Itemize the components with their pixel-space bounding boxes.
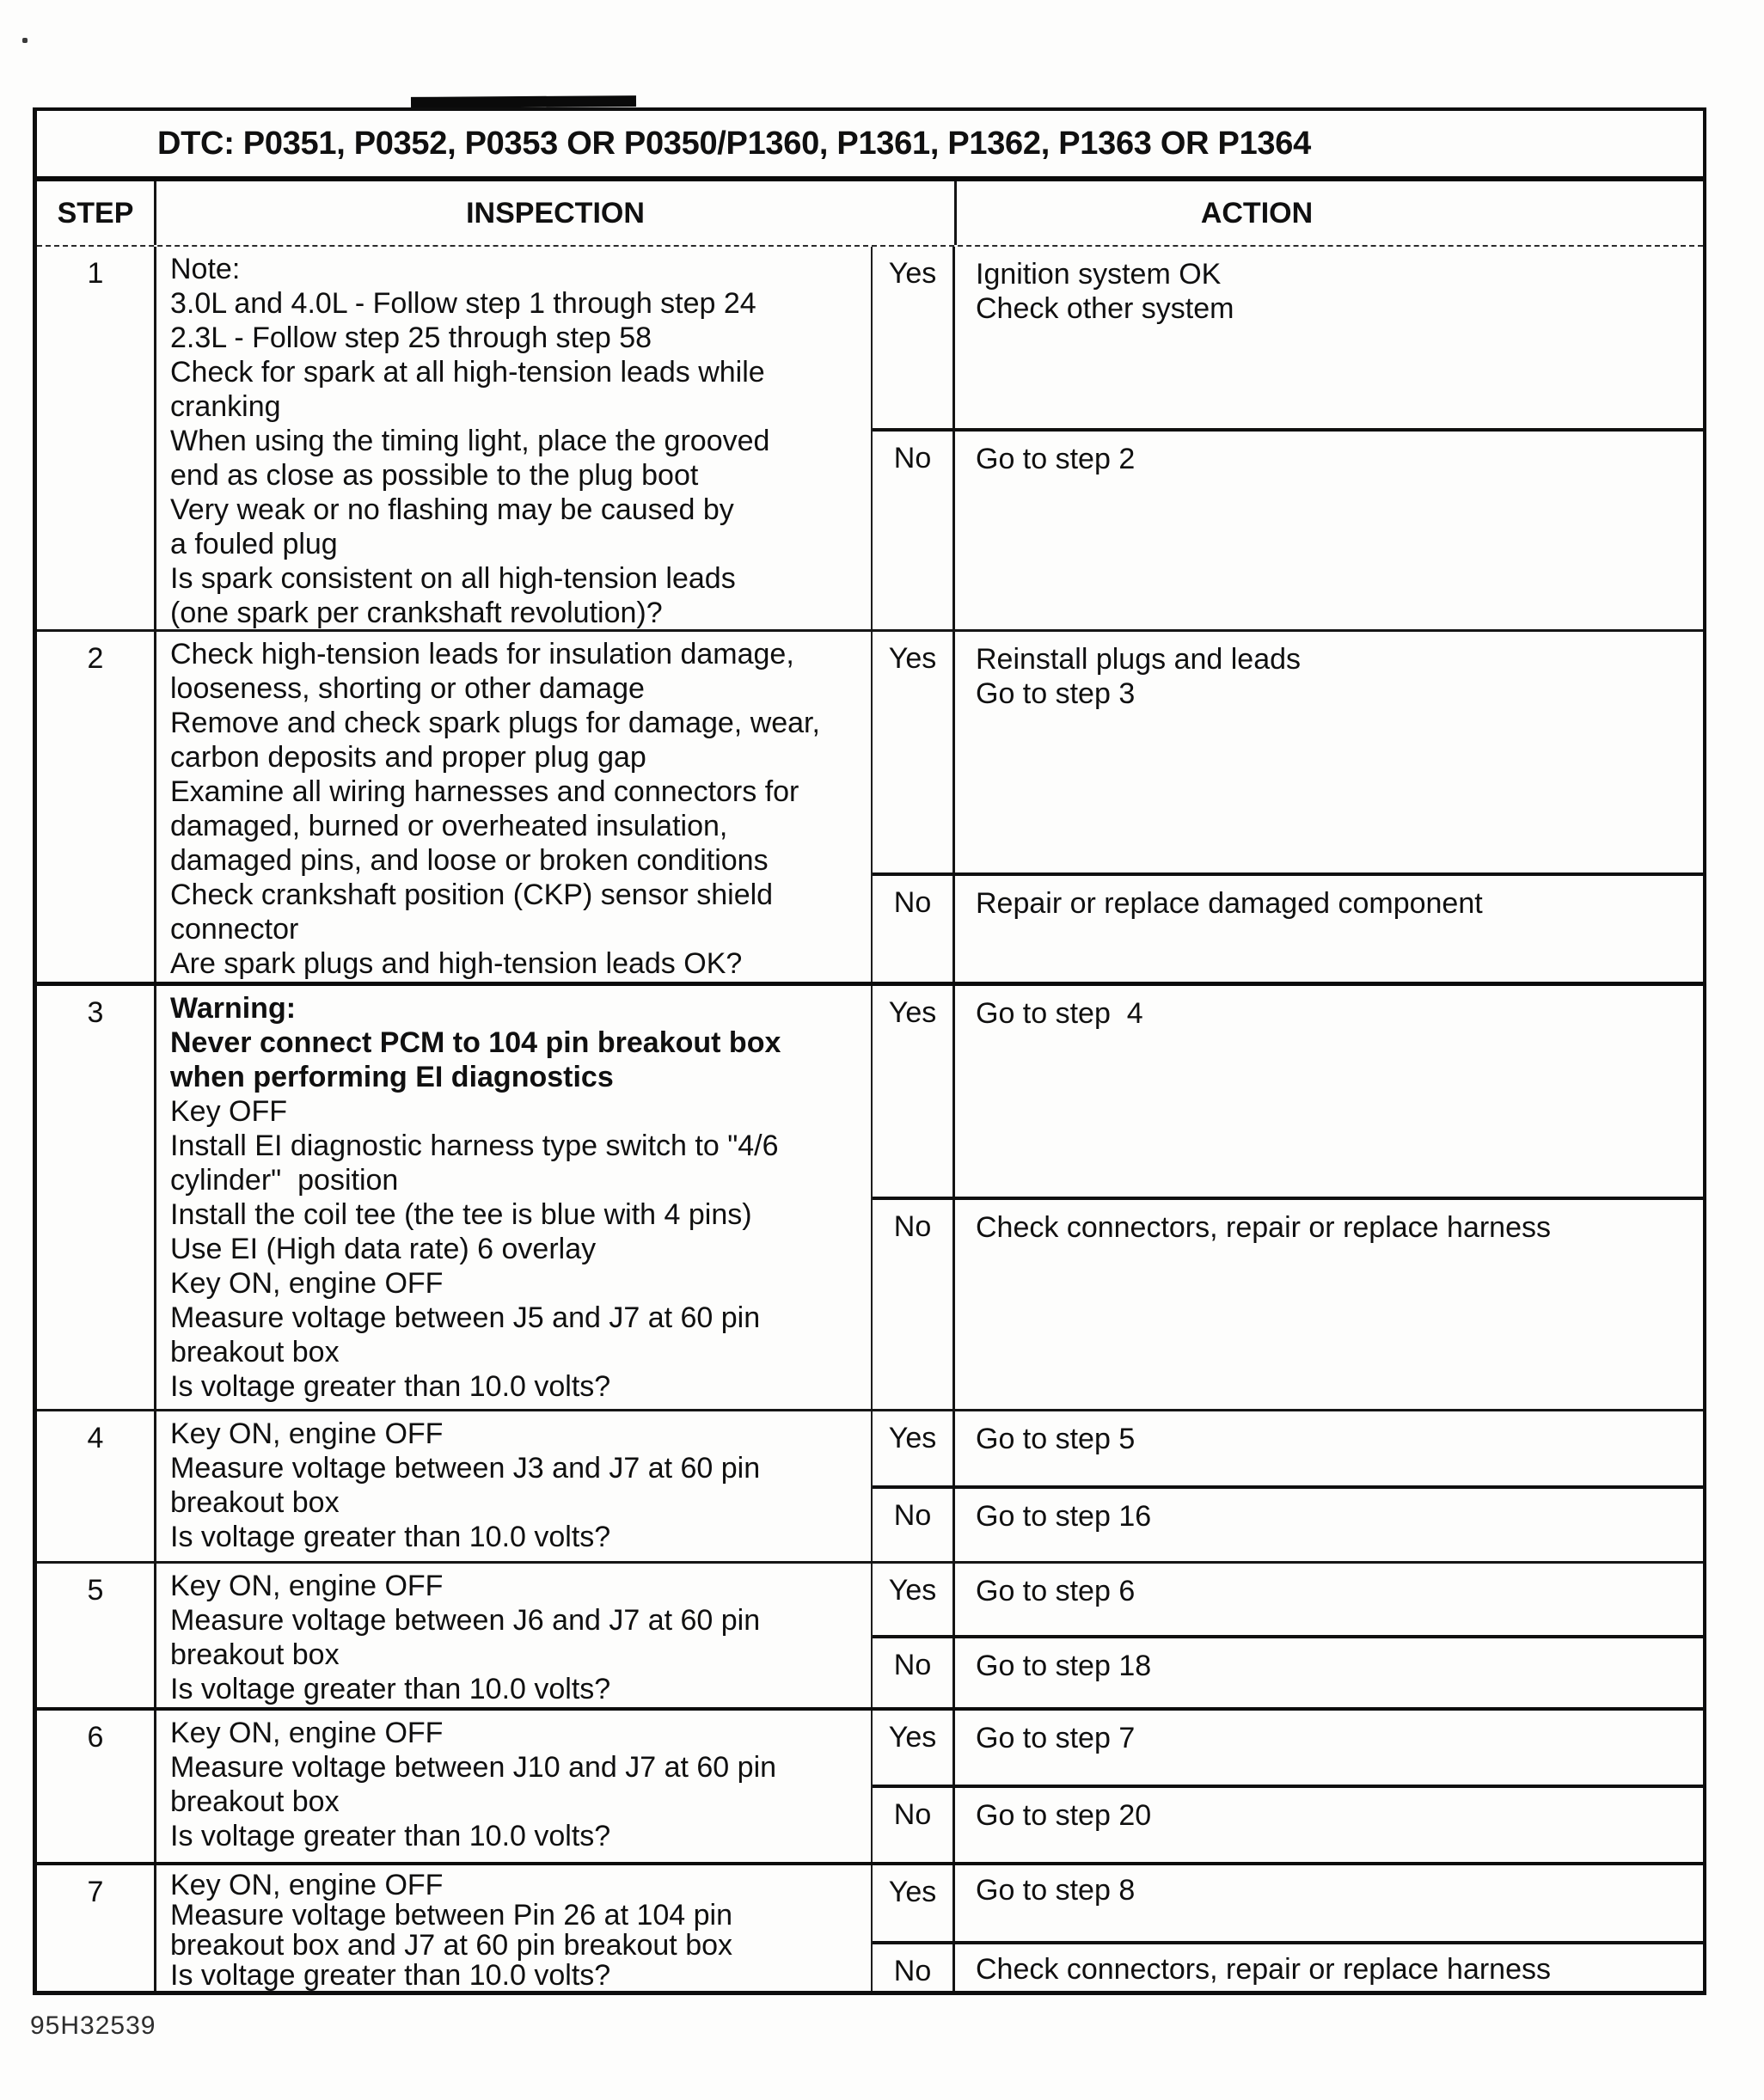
inspection-line: connector xyxy=(170,913,299,946)
inspection-line: When using the timing light, place the grooved xyxy=(170,425,770,457)
answer-label: Yes xyxy=(888,1422,937,1454)
action-cell xyxy=(955,1200,1703,1410)
branch-row xyxy=(873,1865,1703,1941)
action-cell xyxy=(955,1489,1703,1561)
action-line: Go to step 4 xyxy=(976,997,1143,1030)
step-cell xyxy=(37,1411,156,1561)
step-number: 2 xyxy=(87,642,104,675)
step-cell xyxy=(37,986,156,1409)
answer-cell xyxy=(873,1411,955,1485)
inspection-line: a fouled plug xyxy=(170,528,338,560)
table-row xyxy=(37,1561,1703,1707)
document-code: 95H32539 xyxy=(30,2011,156,2040)
inspection-line: when performing EI diagnostics xyxy=(170,1061,614,1093)
inspection-line: Key OFF xyxy=(170,1095,288,1128)
inspection-line: breakout box xyxy=(170,1336,340,1368)
answer-cell xyxy=(873,1944,955,1991)
branch-row xyxy=(873,1941,1703,1991)
branch-group xyxy=(873,1865,1703,1991)
step-number: 6 xyxy=(87,1721,104,1754)
step-cell xyxy=(37,632,156,982)
step-cell xyxy=(37,1711,156,1862)
branch-row xyxy=(873,1197,1703,1410)
branch-row xyxy=(873,247,1703,428)
step-cell xyxy=(37,247,156,629)
inspection-line: Warning: xyxy=(170,992,297,1025)
action-cell xyxy=(955,986,1703,1197)
step-number: 3 xyxy=(87,996,104,1029)
action-cell xyxy=(955,432,1703,629)
step-cell xyxy=(37,1564,156,1707)
action-line: Go to step 20 xyxy=(976,1799,1152,1832)
action-cell xyxy=(955,1944,1703,1991)
inspection-line: Install the coil tee (the tee is blue with 4 pins) xyxy=(170,1198,752,1231)
inspection-line: Measure voltage between Pin 26 at 104 pin xyxy=(170,1899,733,1932)
action-line: Go to step 3 xyxy=(976,677,1136,710)
answer-cell xyxy=(873,247,955,428)
branch-row xyxy=(873,632,1703,872)
answer-cell xyxy=(873,432,955,629)
table-row xyxy=(37,1862,1703,1991)
inspection-line: Measure voltage between J5 and J7 at 60 pin xyxy=(170,1301,761,1334)
answer-cell xyxy=(873,1200,955,1410)
answer-label: No xyxy=(893,1499,932,1533)
table-row xyxy=(37,1409,1703,1561)
inspection-line: damaged, burned or overheated insulation, xyxy=(170,810,728,842)
dtc-table xyxy=(33,107,1706,1995)
branch-row xyxy=(873,1485,1703,1561)
answer-cell xyxy=(873,1489,955,1561)
action-line: Go to step 16 xyxy=(976,1500,1152,1534)
answer-label: Yes xyxy=(888,1876,937,1908)
inspection-line: Note: xyxy=(170,253,241,285)
action-line: Go to step 2 xyxy=(976,443,1136,476)
inspection-line: Key ON, engine OFF xyxy=(170,1869,444,1901)
table-title-row xyxy=(37,111,1703,181)
branch-group xyxy=(873,1711,1703,1862)
inspection-line: Measure voltage between J6 and J7 at 60 pin xyxy=(170,1604,761,1637)
answer-label: Yes xyxy=(888,642,937,675)
answer-label: Yes xyxy=(888,1721,937,1754)
action-line: Check connectors, repair or replace harness xyxy=(976,1952,1551,1986)
table-row xyxy=(37,629,1703,982)
inspection-line: Check high-tension leads for insulation damage, xyxy=(170,638,794,670)
answer-label: Yes xyxy=(888,996,937,1029)
action-line: Go to step 5 xyxy=(976,1423,1136,1455)
inspection-cell xyxy=(156,1564,873,1707)
column-header-action: ACTION xyxy=(1200,196,1314,230)
inspection-line: Check crankshaft position (CKP) sensor shield xyxy=(170,879,774,911)
step-cell xyxy=(37,1865,156,1991)
inspection-line: breakout box xyxy=(170,1638,340,1671)
inspection-line: Is voltage greater than 10.0 volts? xyxy=(170,1370,611,1403)
column-header-inspection: INSPECTION xyxy=(156,181,957,245)
answer-label: No xyxy=(893,1798,932,1831)
answer-cell xyxy=(873,1564,955,1635)
scan-smudge-top xyxy=(411,95,636,108)
branch-row xyxy=(873,1564,1703,1635)
answer-cell xyxy=(873,986,955,1197)
inspection-line: (one spark per crankshaft revolution)? xyxy=(170,597,663,629)
branch-row xyxy=(873,986,1703,1197)
action-line: Ignition system OK xyxy=(976,258,1222,291)
inspection-line: Measure voltage between J10 and J7 at 60 pin xyxy=(170,1751,777,1784)
inspection-line: Key ON, engine OFF xyxy=(170,1267,444,1300)
branch-row xyxy=(873,1635,1703,1707)
branch-row xyxy=(873,1411,1703,1485)
inspection-line: Key ON, engine OFF xyxy=(170,1717,444,1749)
action-line: Repair or replace damaged component xyxy=(976,886,1483,920)
column-header-step: STEP xyxy=(37,181,156,245)
inspection-line: Install EI diagnostic harness type switch to "4/6 xyxy=(170,1130,779,1162)
answer-cell xyxy=(873,632,955,872)
branch-group xyxy=(873,632,1703,982)
inspection-line: breakout box xyxy=(170,1486,340,1519)
action-cell xyxy=(955,1865,1703,1941)
inspection-line: end as close as possible to the plug boot xyxy=(170,459,699,492)
action-cell xyxy=(955,1564,1703,1635)
inspection-cell xyxy=(156,1711,873,1862)
action-line: Check connectors, repair or replace harness xyxy=(976,1210,1551,1244)
inspection-line: carbon deposits and proper plug gap xyxy=(170,741,646,774)
step-number: 1 xyxy=(87,257,104,290)
inspection-cell xyxy=(156,1411,873,1561)
inspection-line: 3.0L and 4.0L - Follow step 1 through step 24 xyxy=(170,287,756,320)
action-line: Go to step 18 xyxy=(976,1650,1152,1683)
answer-label: Yes xyxy=(888,257,937,290)
inspection-line: looseness, shorting or other damage xyxy=(170,672,645,705)
action-line: Go to step 8 xyxy=(976,1874,1136,1907)
branch-row xyxy=(873,872,1703,982)
inspection-line: Examine all wiring harnesses and connectors for xyxy=(170,775,799,808)
action-line: Reinstall plugs and leads xyxy=(976,643,1302,676)
answer-label: No xyxy=(893,1954,932,1987)
step-number: 5 xyxy=(87,1574,104,1607)
table-header-row xyxy=(37,181,1703,245)
answer-label: No xyxy=(893,442,932,475)
action-cell xyxy=(955,247,1703,428)
answer-cell xyxy=(873,1711,955,1785)
inspection-line: Measure voltage between J3 and J7 at 60 pin xyxy=(170,1452,761,1485)
inspection-line: Is voltage greater than 10.0 volts? xyxy=(170,1521,611,1553)
inspection-line: Key ON, engine OFF xyxy=(170,1417,444,1450)
inspection-cell xyxy=(156,632,873,982)
action-cell xyxy=(955,1638,1703,1707)
inspection-line: Remove and check spark plugs for damage, wear, xyxy=(170,707,820,739)
inspection-line: breakout box xyxy=(170,1785,340,1818)
action-cell xyxy=(955,1788,1703,1862)
branch-row xyxy=(873,1785,1703,1862)
branch-group xyxy=(873,247,1703,629)
inspection-line: Use EI (High data rate) 6 overlay xyxy=(170,1233,597,1265)
table-row xyxy=(37,982,1703,1409)
dtc-title: DTC: P0351, P0352, P0353 OR P0350/P1360, P1361, P1362, P1363 OR P1364 xyxy=(157,125,1311,162)
inspection-line: cranking xyxy=(170,390,281,423)
inspection-line: 2.3L - Follow step 25 through step 58 xyxy=(170,321,652,354)
inspection-cell xyxy=(156,986,873,1409)
inspection-cell xyxy=(156,1865,873,1991)
inspection-line: damaged pins, and loose or broken conditions xyxy=(170,844,769,877)
inspection-line: Very weak or no flashing may be caused by xyxy=(170,493,734,526)
inspection-line: Is voltage greater than 10.0 volts? xyxy=(170,1820,611,1852)
branch-group xyxy=(873,1564,1703,1707)
action-cell xyxy=(955,1711,1703,1785)
inspection-line: Is voltage greater than 10.0 volts? xyxy=(170,1959,611,1991)
table-row xyxy=(37,245,1703,629)
answer-cell xyxy=(873,1638,955,1707)
scan-speck-dot xyxy=(22,38,28,43)
inspection-line: breakout box and J7 at 60 pin breakout box xyxy=(170,1929,733,1962)
table-row xyxy=(37,1707,1703,1862)
action-cell xyxy=(955,876,1703,982)
inspection-line: Check for spark at all high-tension leads while xyxy=(170,356,765,389)
answer-cell xyxy=(873,1865,955,1941)
inspection-line: Key ON, engine OFF xyxy=(170,1570,444,1602)
action-cell xyxy=(955,632,1703,872)
action-line: Go to step 7 xyxy=(976,1722,1136,1754)
table-body xyxy=(37,245,1703,1991)
inspection-line: cylinder" position xyxy=(170,1164,399,1197)
inspection-line: Never connect PCM to 104 pin breakout box xyxy=(170,1026,781,1059)
action-line: Go to step 6 xyxy=(976,1575,1136,1607)
branch-row xyxy=(873,1711,1703,1785)
branch-group xyxy=(873,1411,1703,1561)
answer-label: No xyxy=(893,1649,932,1682)
step-number: 7 xyxy=(87,1876,104,1908)
action-line: Check other system xyxy=(976,292,1234,325)
branch-group xyxy=(873,986,1703,1409)
inspection-cell xyxy=(156,247,873,629)
branch-row xyxy=(873,428,1703,629)
inspection-line: Is voltage greater than 10.0 volts? xyxy=(170,1673,611,1705)
action-cell xyxy=(955,1411,1703,1485)
inspection-line: Are spark plugs and high-tension leads OK? xyxy=(170,947,743,980)
answer-label: No xyxy=(893,885,932,919)
answer-cell xyxy=(873,1788,955,1862)
step-number: 4 xyxy=(87,1422,104,1454)
answer-label: Yes xyxy=(888,1574,937,1607)
answer-label: No xyxy=(893,1209,932,1243)
inspection-line: Is spark consistent on all high-tension leads xyxy=(170,562,736,595)
answer-cell xyxy=(873,876,955,982)
